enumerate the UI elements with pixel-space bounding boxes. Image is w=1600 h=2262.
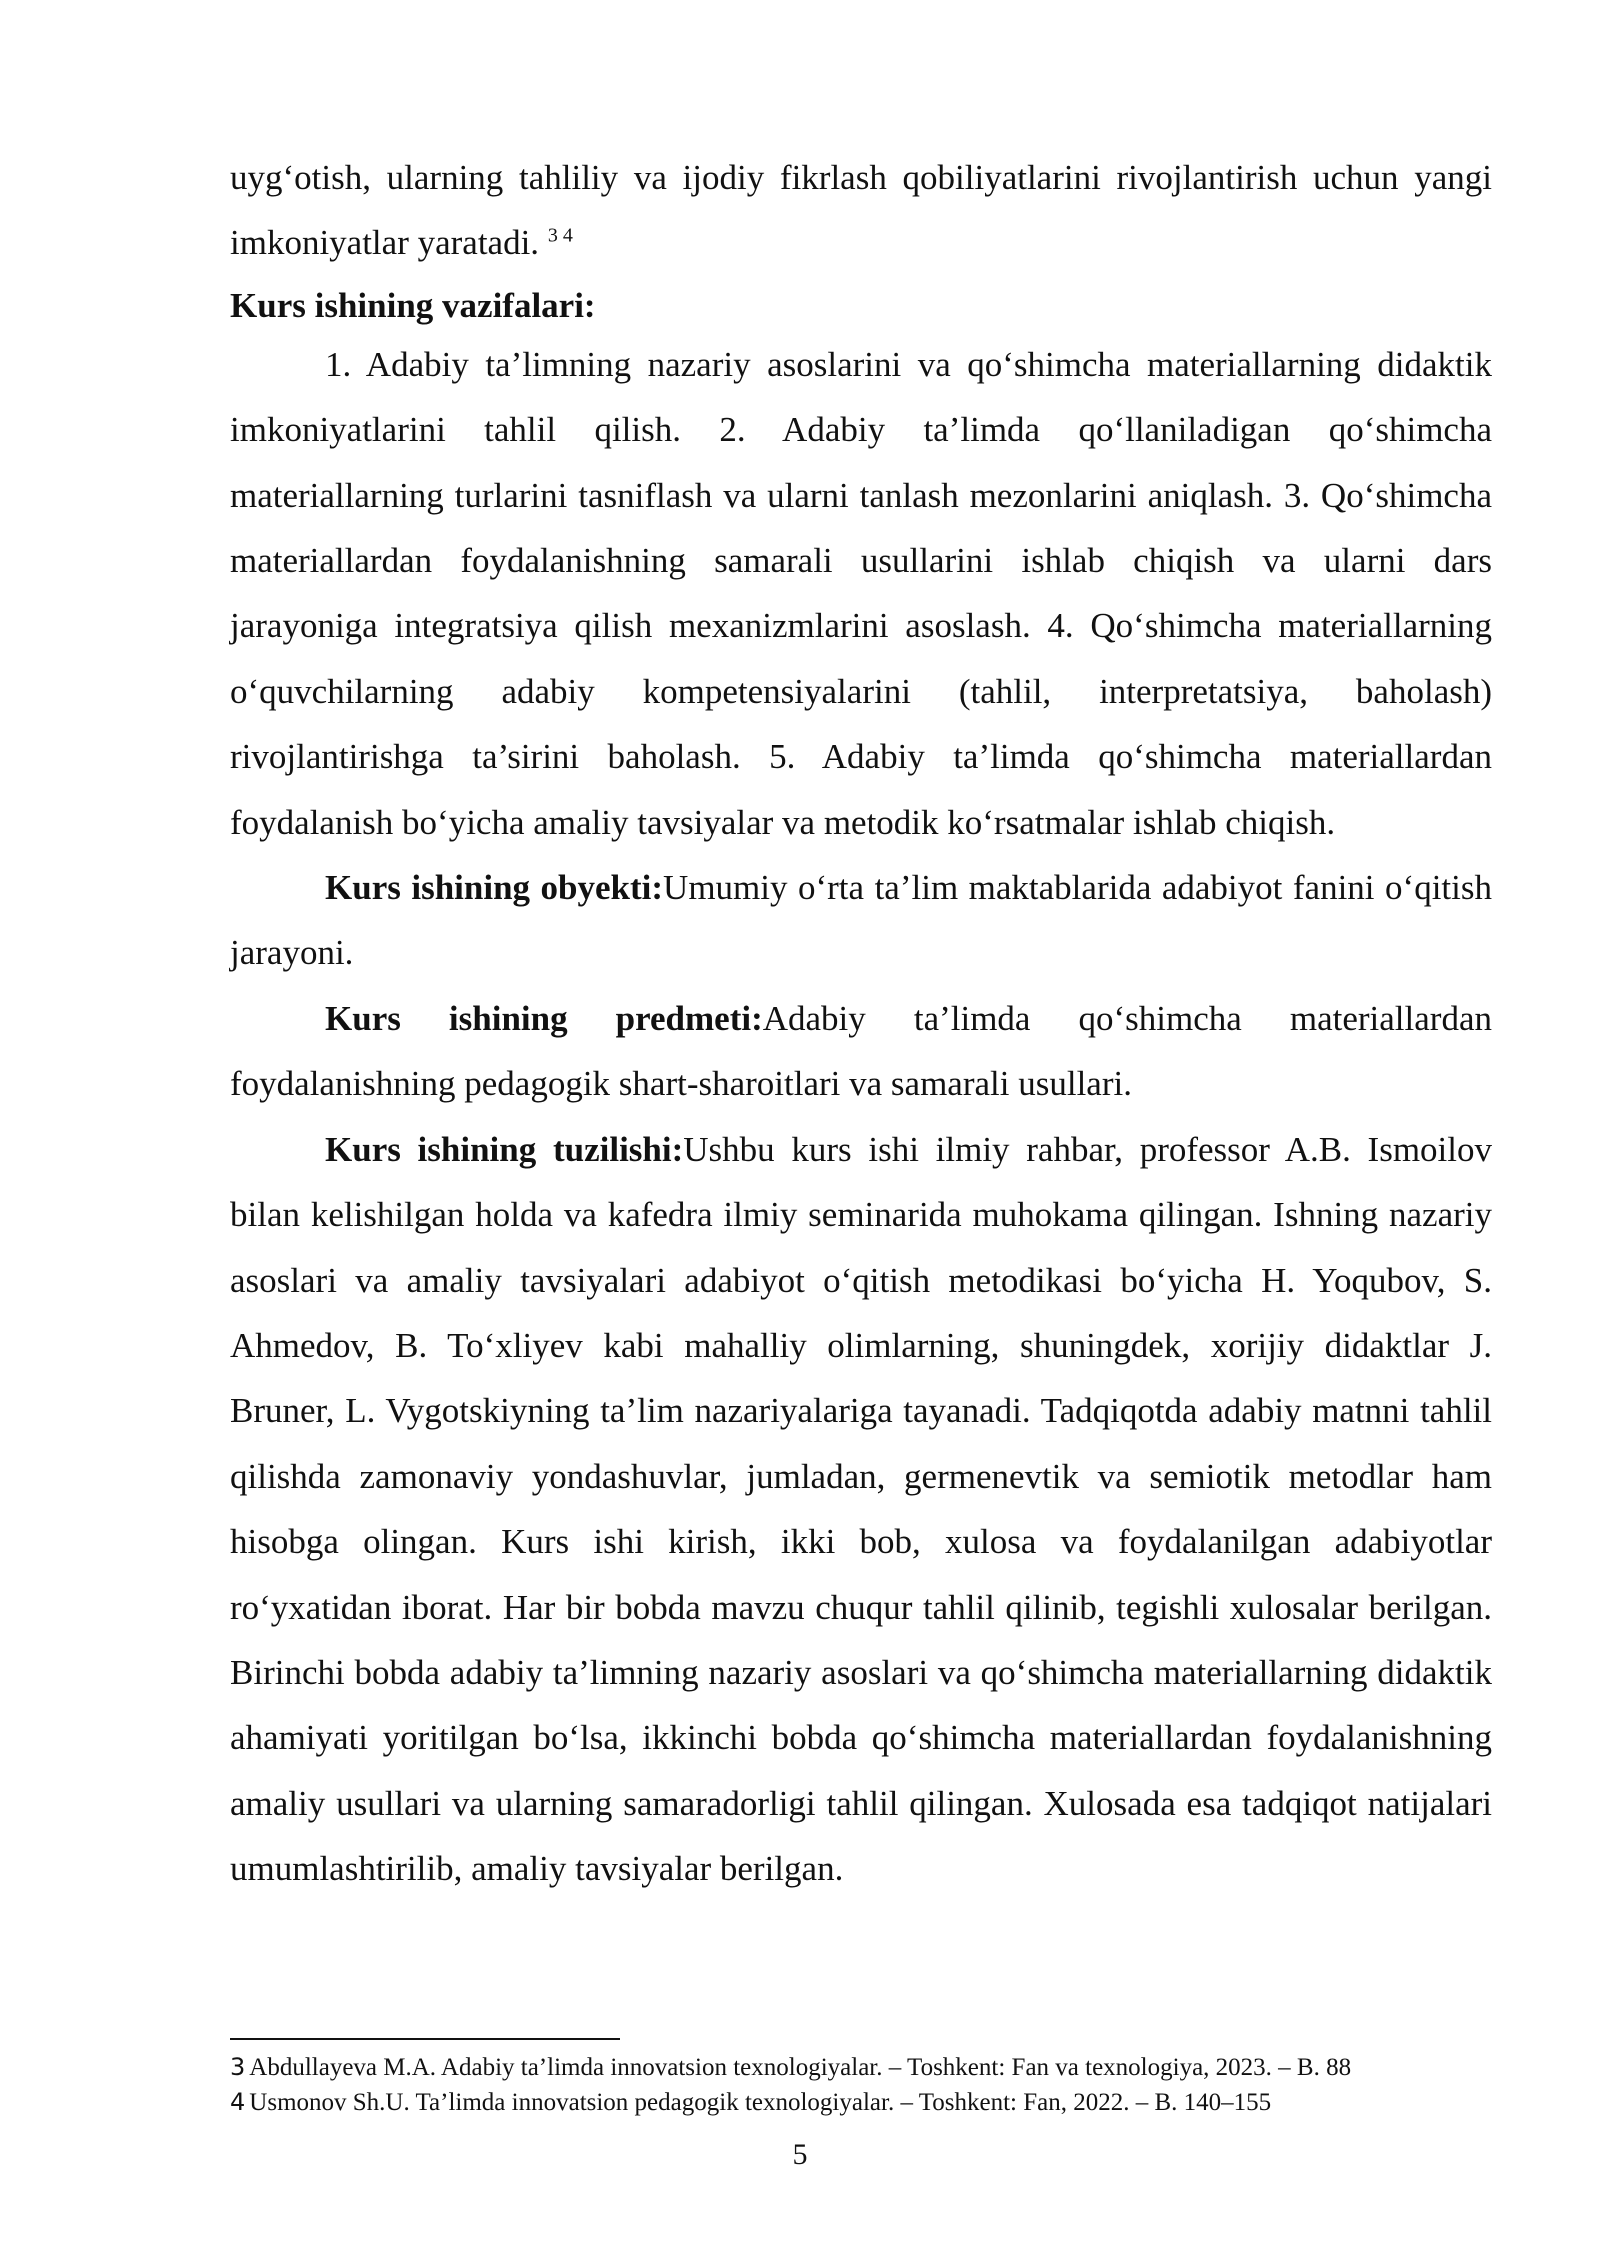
- footnotes: [230, 2050, 1492, 2120]
- subject-text: Adabiy ta’limda qo‘shimcha materiallardan foydalanishning pedagogik shart-sharoitlari va samarali usullari.: [230, 998, 1492, 1104]
- footnote-refs: 3 4: [547, 224, 573, 247]
- intro-text: uyg‘otish, ularning tahliliy va ijodiy fikrlash qobiliyatlarini rivojlantirish uchun yangi imkoniyatlar yaratadi.: [230, 158, 1492, 263]
- intro-paragraph: [230, 145, 1492, 276]
- tasks-heading: Kurs ishining vazifalari:: [230, 285, 596, 325]
- structure-paragraph: [230, 1117, 1492, 1902]
- footnote-3: [230, 2050, 1492, 2085]
- page-number: 5: [792, 2138, 808, 2171]
- structure-label: Kurs ishining tuzilishi:: [325, 1129, 684, 1169]
- footnote-4: [230, 2085, 1492, 2120]
- footnote-separator: [230, 2038, 620, 2040]
- body-text: [230, 145, 1492, 1902]
- footnote-number: 3: [230, 2053, 246, 2081]
- footnote-text: Usmonov Sh.U. Ta’limda innovatsion pedagogik texnologiyalar. – Toshkent: Fan, 2022. – B. 140–155: [249, 2089, 1272, 2116]
- object-paragraph: [230, 855, 1492, 986]
- subject-paragraph: [230, 986, 1492, 1117]
- footnote-number: 4: [230, 2088, 246, 2116]
- object-label: Kurs ishining obyekti:: [325, 868, 664, 908]
- structure-text: Ushbu kurs ishi ilmiy rahbar, professor A.B. Ismoilov bilan kelishilgan holda va kafedra ilmiy seminarida muhokama qilingan. Ishning nazariy asoslari va amaliy tavsiyalari adabiyot o‘qitish metodikasi bo‘yicha H. Yoqubov, S. Ahmedov, B. To‘xliyev kabi mahalliy olimlarning, shuningdek, xorijiy didaktlar J. Bruner, L. Vygotskiyning ta’lim nazariyalariga tayanadi. Tadqiqotda adabiy matnni tahlil qilishda zamonaviy yondashuvlar, jumladan, germenevtik va semiotik metodlar ham hisobga olingan. Kurs ishi kirish, ikki bob, xulosa va foydalanilgan adabiyotlar ro‘yxatidan iborat. Har bir bobda mavzu chuqur tahlil qilinib, tegishli xulosalar berilgan. Birinchi bobda adabiy ta’limning nazariy asoslari va qo‘shimcha materiallarning didaktik ahamiyati yoritilgan bo‘lsa, ikkinchi bobda qo‘shimcha materiallardan foydalanishning amaliy usullari va ularning samaradorligi tahlil qilingan. Xulosada esa tadqiqot natijalari umumlashtirilib, amaliy tavsiyalar berilgan.: [230, 1129, 1493, 1889]
- tasks-paragraph: 1. Adabiy ta’limning nazariy asoslarini va qo‘shimcha materiallarning didaktik imkoniyatlarini tahlil qilish. 2. Adabiy ta’limda qo‘llaniladigan qo‘shimcha materiallarning turlarini tasniflash va ularni tanlash mezonlarini aniqlash. 3. Qo‘shimcha materiallardan foydalanishning samarali usullarini ishlab chiqish va ularni dars jarayoniga integratsiya qilish mexanizmlarini asoslash. 4. Qo‘shimcha materiallarning o‘quvchilarning adabiy kompetensiyalarini (tahlil, interpretatsiya, baholash) rivojlantirishga ta’sirini baholash. 5. Adabiy ta’limda qo‘shimcha materiallardan foydalanish bo‘yicha amaliy tavsiyalar va metodik ko‘rsatmalar ishlab chiqish.: [230, 344, 1492, 842]
- footnote-text: Abdullayeva M.A. Adabiy ta’limda innovatsion texnologiyalar. – Toshkent: Fan va texnologiya, 2023. – B. 88: [249, 2054, 1352, 2081]
- subject-label: Kurs ishining predmeti:: [325, 998, 763, 1038]
- object-text: Umumiy o‘rta ta’lim maktablarida adabiyot fanini o‘qitish jarayoni.: [230, 868, 1492, 973]
